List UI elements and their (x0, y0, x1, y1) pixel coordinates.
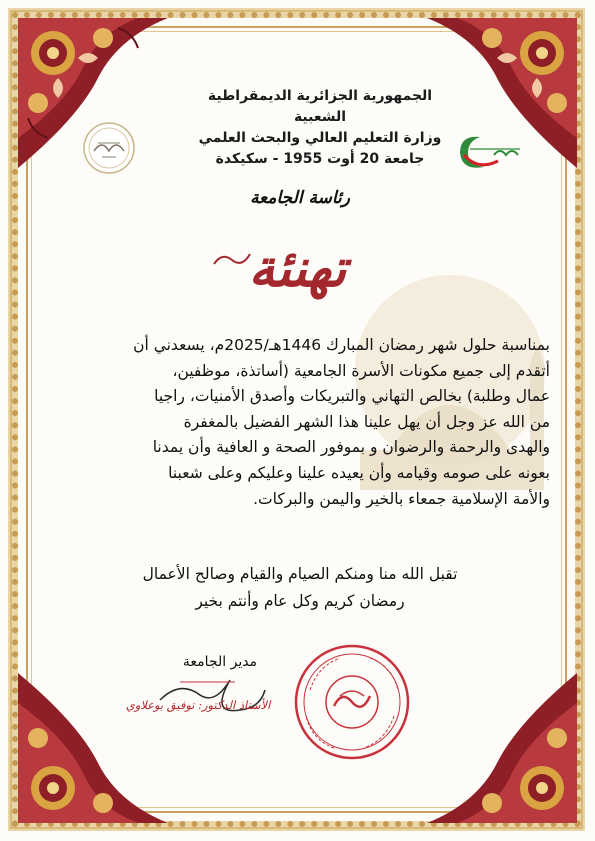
title-flourish (212, 250, 252, 270)
message-line: أتقدم إلى جميع مكونات الأسرة الجامعية (أساتذة، موظفين، (172, 361, 550, 380)
signatory-title: مدير الجامعة (182, 654, 258, 670)
closing-wish: رمضان كريم وكل عام وأنتم بخير (195, 592, 405, 610)
presidency-label: رئاسة الجامعة (250, 188, 350, 208)
message-line: عمال وطلبة) بخالص التهاني والتبريكات وأصدق الأمنيات، راجيا (154, 387, 550, 406)
closing-prayer: تقبل الله منا ومنكم الصيام والقيام وصالح الأعمال (142, 565, 458, 583)
letterhead (185, 86, 455, 170)
greeting-message (46, 333, 550, 512)
handwritten-signature (150, 670, 270, 720)
message-line: بعونه على صومه وقيامه وأن يعيده علينا وعليكم وعلى شعبنا (168, 463, 550, 482)
calligraphy-seal-logo (74, 121, 144, 175)
university-name: جامعة 20 أوت 1955 - سكيكدة (215, 151, 425, 167)
ministry-name: وزارة التعليم العالي والبحث العلمي (198, 130, 442, 146)
signatory-name: الأستاذ الدكتور: توفيق بوعلاوي (125, 698, 271, 712)
greeting-title: تهنئة (248, 238, 347, 299)
university-logo (454, 131, 530, 173)
corner-ornament-bottom-left (18, 673, 168, 823)
message-line: بمناسبة حلول شهر رمضان المبارك 1446هـ/2025م، يسعدني أن (133, 336, 550, 354)
message-line: والأمة الإسلامية جمعاء بالخير واليمن والبركات. (253, 489, 550, 508)
official-stamp (290, 640, 415, 765)
corner-ornament-bottom-right (427, 673, 577, 823)
message-line: والهدى والرحمة والرضوان و بموفور الصحة و العافية وأن يمدنا (152, 438, 550, 457)
republic-name: الجمهورية الجزائرية الديمقراطية الشعبية (207, 88, 433, 125)
message-line: من الله عز وجل أن يهل علينا هذا الشهر الفضيل بالمغفرة (183, 412, 550, 431)
